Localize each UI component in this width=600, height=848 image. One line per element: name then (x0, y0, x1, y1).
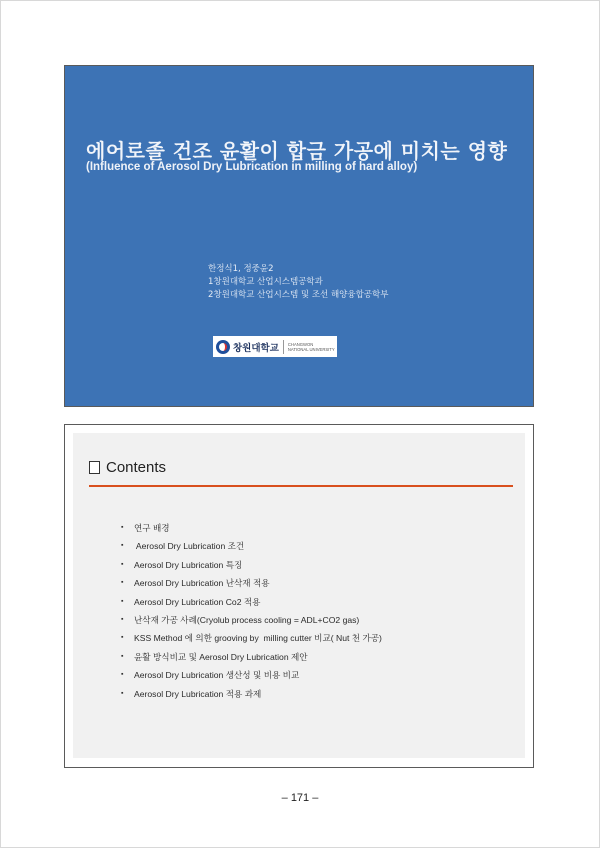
list-item (121, 537, 382, 555)
contents-list (121, 519, 382, 703)
list-item (121, 629, 382, 647)
contents-panel (73, 433, 525, 758)
list-item-text: 윤활 방식비교 및 Aerosol Dry Lubrication 제안 (134, 651, 308, 662)
contents-slide (64, 424, 534, 768)
slide-subtitle: (Influence of Aerosol Dry Lubrication in milling of hard alloy) (86, 161, 418, 173)
logo-korean-name: 창원대학교 (233, 342, 279, 354)
list-item (121, 666, 382, 684)
list-item (121, 685, 382, 703)
bullet-icon: ▪ (121, 634, 124, 642)
bullet-icon: ▪ (121, 524, 124, 531)
list-item (121, 611, 382, 629)
list-item (121, 574, 382, 592)
author-names: 한정식1, 정중윤2 (208, 264, 274, 274)
slide-title: 에어로졸 건조 윤활이 합금 가공에 미치는 영향 (86, 139, 508, 163)
checkbox-square-icon (89, 461, 100, 474)
list-item-text: Aerosol Dry Lubrication 난삭재 적용 (134, 578, 270, 589)
bullet-icon: ▪ (121, 689, 124, 697)
affiliation-1: 1창원대학교 산업시스템공학과 (208, 277, 323, 287)
page-number: – 171 – (281, 792, 319, 804)
affiliation-2: 2창원대학교 산업시스템 및 조선 해양융합공학부 (208, 290, 389, 300)
list-item (121, 556, 382, 574)
university-logo (213, 336, 337, 357)
logo-english-line-2: NATIONAL UNIVERSITY (287, 346, 335, 352)
list-item-text: KSS Method 에 의한 grooving by milling cutter 비교( Nut 천 가공) (134, 633, 382, 644)
list-item-text: Aerosol Dry Lubrication 생산성 및 비용 비교 (134, 670, 300, 681)
logo-english-line-1: CHANGWON (287, 341, 314, 347)
bullet-icon: ▪ (121, 652, 124, 660)
logo-english-name (288, 342, 335, 352)
title-slide (64, 65, 534, 407)
university-emblem-icon (216, 340, 230, 354)
list-item (121, 519, 382, 537)
list-item-text: Aerosol Dry Lubrication 적용 과제 (134, 688, 262, 699)
logo-divider (283, 340, 284, 354)
list-item (121, 648, 382, 666)
list-item (121, 593, 382, 611)
list-item-text: 난삭재 가공 사례(Cryolub process cooling = ADL+CO2 gas) (134, 614, 360, 625)
author-block (208, 263, 388, 302)
bullet-icon: ▪ (121, 579, 124, 587)
contents-heading (89, 459, 166, 476)
bullet-icon: ▪ (121, 560, 124, 568)
bullet-icon: ▪ (121, 671, 124, 679)
contents-heading-text: Contents (106, 459, 167, 476)
list-item-text: Aerosol Dry Lubrication 조건 (134, 541, 245, 552)
heading-underline (89, 485, 513, 487)
bullet-icon: ▪ (121, 542, 124, 550)
list-item-text: 연구 배경 (134, 523, 170, 533)
bullet-icon: ▪ (121, 597, 124, 605)
list-item-text: Aerosol Dry Lubrication 특징 (134, 559, 243, 570)
list-item-text: Aerosol Dry Lubrication Co2 적용 (134, 596, 261, 607)
bullet-icon: ▪ (121, 615, 124, 623)
